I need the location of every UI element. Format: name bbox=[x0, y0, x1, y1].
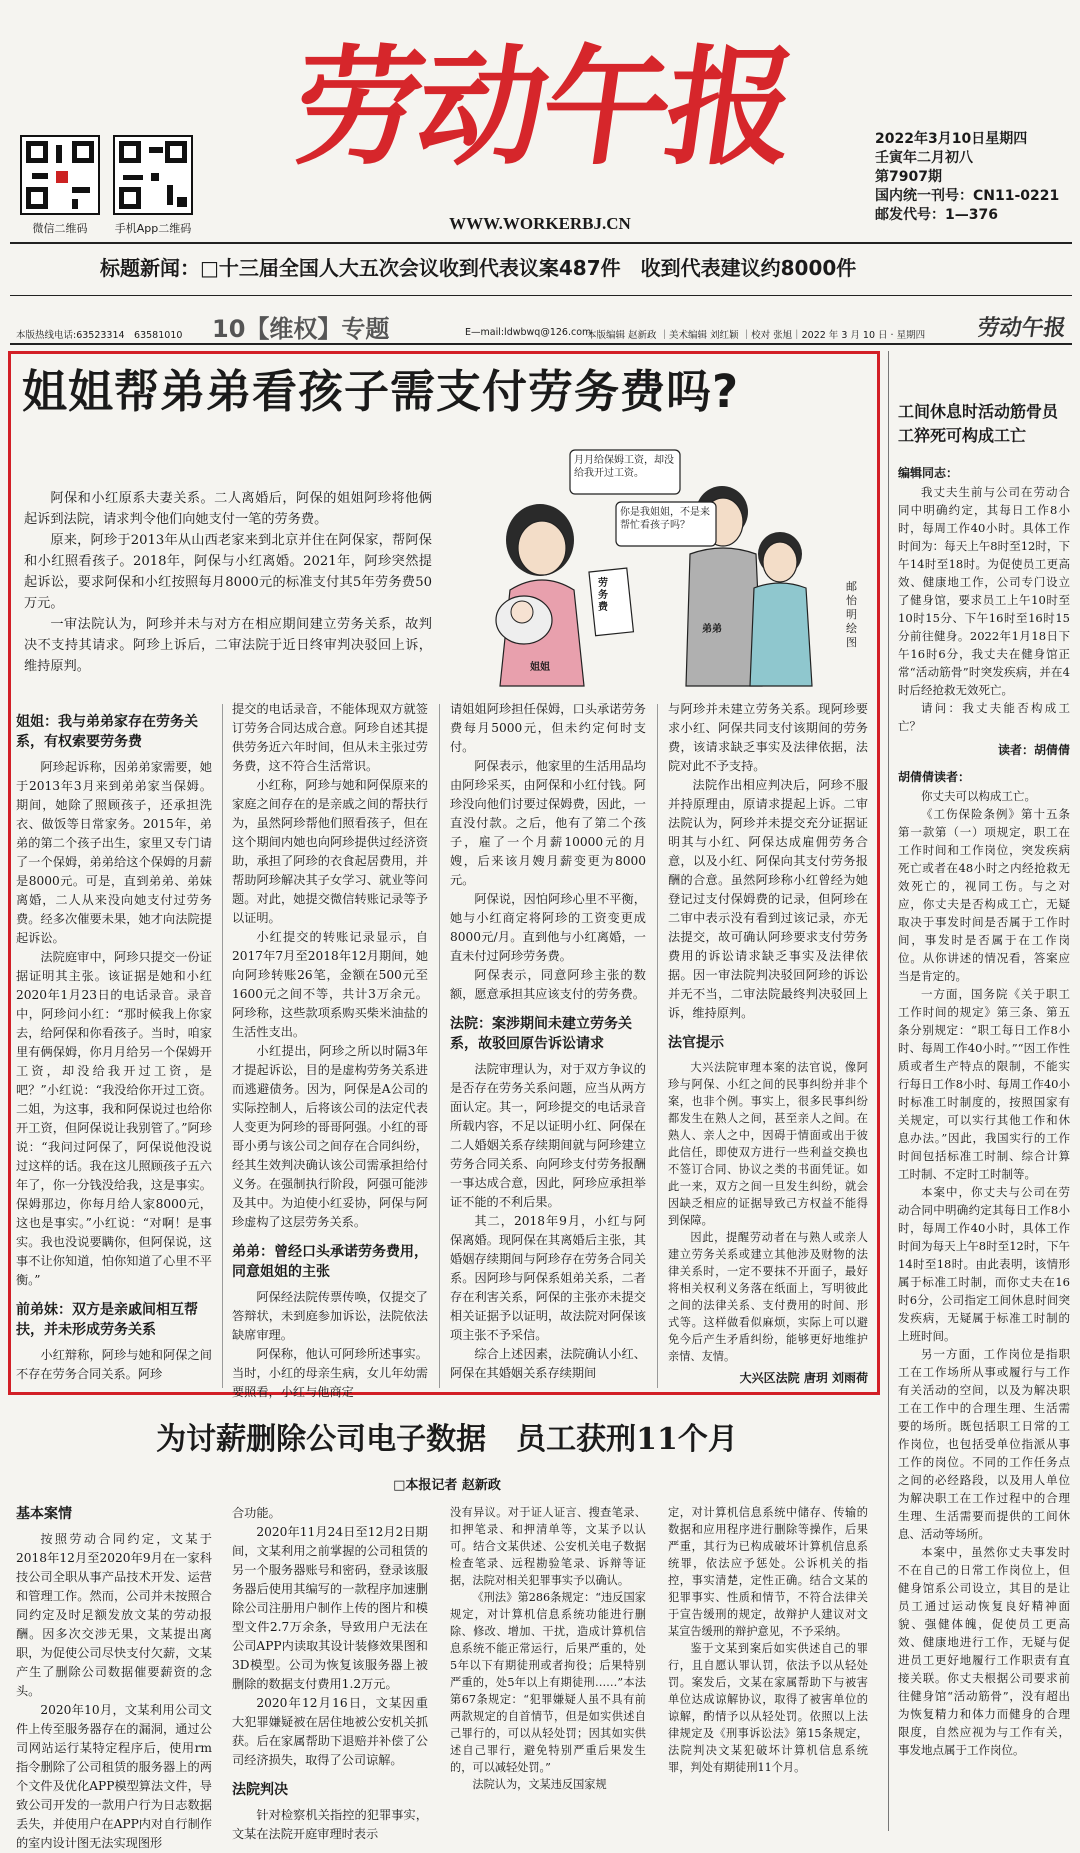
sidebar bbox=[898, 360, 1070, 1830]
masthead bbox=[0, 0, 1080, 250]
subheading-court: 法院：案涉期间未建立劳务关系，故驳回原告诉讼请求 bbox=[450, 1016, 632, 1052]
illustration-sister-label: 姐姐 bbox=[530, 662, 550, 673]
column-paragraph: 阿珍起诉称，因弟弟家需要，她于2013年3月来到弟弟家当保姆。期间，她除了照顾孩子，还承担洗衣、做饭等日常家务。2015年，弟弟的第二个孩子出生，家里又专门请了一个保姆，弟弟给这个保姆的月薪是8000元。可是，直到弟弟、弟妹离婚，二人从来没向她支付过劳务费。经多次催要未果，她才向法院提起诉讼。 bbox=[16, 760, 212, 945]
sidebar-letter: 我丈夫生前与公司在劳动合同中明确约定，其每日工作8小时，每周工作40小时。具体工作时间为：每天上午8时至12时，下午14时至18时。为促使员工更高效、健康地工作，公司专门设立了健身馆，要求员工上午10时至10时15分、下午16时至16时15分前往健身。2022年1月18日下午16时6分，我丈夫在健身馆正常“活动筋骨”时突发疾病，并在4时后经抢救无效死亡。 bbox=[898, 485, 1070, 697]
wechat-qr-code-icon bbox=[20, 135, 100, 215]
issue-post-code: 邮发代号：1—376 bbox=[875, 207, 998, 223]
page-credits: 本版编辑 赵新政 ｜美术编辑 刘红颖 ｜校对 张旭｜2022 年 3 月 10 日 · 星期四 bbox=[587, 330, 926, 341]
headline-news-label: 标题新闻： bbox=[100, 256, 200, 280]
subheading-basic-facts: 基本案情 bbox=[16, 1506, 72, 1522]
headline-news-text: □十三届全国人大五次会议收到代表议案487件 收到代表建议约8000件 bbox=[200, 256, 857, 280]
column-paragraph: 大兴法院审理本案的法官说，像阿珍与阿保、小红之间的民事纠纷并非个案，也非个例。事实上，很多民事纠纷都发生在熟人之间，甚至亲人之间。在熟人、亲人之中，因碍于情面或出于彼此信任，即使双方进行一些利益交换也不签订合同、协议之类的书面凭证。如此一来，双方之间一旦发生纠纷，就会因缺乏相应的证据导致己方权益不能得到保障。 bbox=[668, 1061, 868, 1227]
subheading-sister: 姐姐：我与弟弟家存在劳务关系，有权索要劳务费 bbox=[16, 714, 198, 750]
column-paragraph: 鉴于文某到案后如实供述自己的罪行，且自愿认罪认罚，依法予以从轻处罚。案发后，文某在家属帮助下与被害单位达成谅解协议，取得了被害单位的谅解，酌情予以从轻处罚。依照以上法律规定及《刑事诉讼法》第15条规定，法院判决文某犯破坏计算机信息系统罪，判处有期徒刑11个月。 bbox=[668, 1642, 868, 1774]
column-paragraph: 2020年11月24日至12月2日期间，文某利用之前掌握的公司租赁的另一个服务器账号和密码，登录该服务器后使用其编写的一款程序加速删除公司注册用户制作上传的图片和模型文件2.7万余条，导致用户无法在公司APP内读取其设计装修效果图和3D模型。公司为恢复该服务器上被删除的数据支付费用1.2万元。 bbox=[232, 1525, 428, 1691]
intro-paragraph: 原来，阿珍于2013年从山西老家来到北京并住在阿保家，帮阿保和小红照看孩子。2018年，阿保与小红离婚。2021年，阿珍突然提起诉讼，要求阿保和小红按照每月8000元的标准支付其5年劳务费50万元。 bbox=[24, 533, 432, 611]
app-qr-code-icon bbox=[113, 135, 193, 215]
subheading-judge-tips: 法官提示 bbox=[668, 1035, 724, 1051]
sister-brother-cartoon-icon bbox=[450, 450, 870, 690]
column-paragraph: 定，对计算机信息系统中储存、传输的数据和应用程序进行删除等操作，后果严重，其行为已构成破坏计算机信息系统罪，依法应予惩处。公诉机关的指控，事实清楚，定性正确。结合文某的犯罪事实、性质和情节，不符合法律关于宣告缓刑的规定，故辩护人建议对文某宣告缓刑的辩护意见，不予采纳。 bbox=[668, 1506, 868, 1638]
subheading-verdict: 法院判决 bbox=[232, 1782, 288, 1798]
sidebar-title: 工间休息时活动筋骨员工猝死可构成工亡 bbox=[898, 402, 1059, 445]
column-divider bbox=[439, 704, 440, 1388]
main-article-column-1 bbox=[16, 702, 212, 1388]
intro-paragraph: 阿保和小红原系夫妻关系。二人离婚后，阿保的姐姐阿珍将他俩起诉到法院，请求判令他们向她支付一笔的劳务费。 bbox=[24, 491, 432, 527]
sidebar-reply-paragraph: 一方面，国务院《关于职工工作时间的规定》第三条、第五条分别规定：“职工每日工作8小时、每周工作40小时。”“因工作性质或者生产特点的限制，不能实行每日工作8小时、每周工作40小时标准工时制度的，按照国家有关规定，可以实行其他工作和休息办法。”因此，我国实行的工作时间包括标准工时制、综合计算工时制、不定时工时制等。 bbox=[898, 987, 1070, 1181]
sidebar-reader: 读者：胡倩倩 bbox=[997, 743, 1070, 757]
second-article-column-2 bbox=[232, 1504, 428, 1841]
illustration-paper-label: 劳务费 bbox=[598, 578, 608, 613]
column-paragraph: 小红提出，阿珍之所以时隔3年才提起诉讼，目的是虚构劳务关系进而逃避债务。因为，阿保是A公司的实际控制人，后将该公司的法定代表人变更为阿珍的哥哥阿强。小红的哥哥小勇与该公司之间存在合同纠纷，经其生效判决确认该公司需承担给付义务。在强制执行阶段，阿强可能涉及其中。为迫使小红妥协，阿保与阿珍虚构了这层劳务关系。 bbox=[232, 1044, 428, 1229]
column-paragraph: 小红提交的转账记录显示，自2017年7月至2018年12月期间，她向阿珍转账26笔，金额在500元至1600元之间不等，共计3万余元。阿珍称，这些款项系购买柴米油盐的生活性支出。 bbox=[232, 930, 428, 1039]
column-paragraph: 小红辩称，阿珍与她和阿保之间不存在劳务合同关系。阿珍 bbox=[16, 1348, 212, 1381]
column-paragraph: 合功能。 bbox=[232, 1506, 281, 1520]
illustration-bubble-brother: 你是我姐姐，不是来帮忙看孩子吗？ bbox=[620, 507, 710, 531]
column-paragraph: 法院审理认为，对于双方争议的是否存在劳务关系问题，应当从两方面认定。其一，阿珍提交的电话录音所载内容，不足以证明小红、阿保在二人婚姻关系存续期间就与阿珍建立劳务合同关系、向阿珍支付劳务报酬一事达成合意，因此，阿珍应承担举证不能的不利后果。 bbox=[450, 1062, 646, 1209]
column-paragraph: 阿保表示，他家里的生活用品均由阿珍采买，由阿保和小红付钱。阿珍没向他们讨要过保姆费，因此，一直没付款。之后，他有了第二个孩子，雇了一个月薪10000元的月嫂，后来该月嫂月薪变更为8000元。 bbox=[450, 759, 646, 887]
page-mini-logo: 劳动午报 bbox=[975, 315, 1068, 341]
page-header-divider bbox=[10, 343, 1072, 345]
main-article-intro bbox=[24, 488, 432, 698]
column-paragraph: 其二，2018年9月，小红与阿保离婚。现阿保在其离婚后主张，其婚姻存续期间与阿珍存在劳务合同关系。因阿珍与阿保系姐弟关系，二者存在利害关系，阿保的主张亦未提交相关证据予以证明，故法院对阿保该项主张不予采信。 bbox=[450, 1214, 646, 1342]
wechat-qr-label: 微信二维码 bbox=[32, 222, 88, 235]
column-paragraph: 法院庭审中，阿珍只提交一份证据证明其主张。该证据是她和小红2020年1月23日的电话录音。录音中，阿珍问小红：“那时候我上你家去，给阿保和你看孩子。当时，咱家里有俩保姆，你月月给另一个保姆开工资，却没给我开过工资，是吧？”小红说：“我没给你开过工资。二姐，为这事，我和阿保说过也给你开工资，但阿保说让我别管了。”阿珍说：“我问过阿保了，阿保说他没说过这样的话。我在这儿照顾孩子五六年了，你一分钱没给我，这是事实。保姆那边，你每月给人家8000元，这也是事实。”小红说：“对啊！是事实。我也没说要瞒你，但阿保说，这事不让你知道，怕你知道了心里不平衡。” bbox=[16, 950, 212, 1287]
intro-paragraph: 一审法院认为，阿珍并未与对方在相应期间建立劳务关系，故判决不支持其请求。阿珍上诉后，二审法院于近日终审判决驳回上诉，维持原判。 bbox=[24, 617, 432, 674]
illustration-brother-label: 弟弟 bbox=[702, 624, 722, 635]
column-paragraph: 请姐姐阿珍担任保姆，口头承诺劳务费每月5000元，但未约定何时支付。 bbox=[450, 702, 646, 754]
sidebar-reply-paragraph: 本案中，虽然你丈夫事发时不在自己的日常工作岗位上，但健身馆系公司设立，其目的是让员工通过运动恢复良好精神面貌、强健体魄，促使员工更高效、健康地进行工作，无疑与促进员工更好地履行工作职责有直接关联。你丈夫根据公司要求前往健身馆“活动筋骨”，没有超出为恢复精力和体力而健身的合理限度，自然应视为与工作有关，事发地点属于工作岗位。 bbox=[898, 1545, 1070, 1757]
headline-divider bbox=[10, 295, 1072, 296]
sidebar-reply-paragraph: 《工伤保险条例》第十五条第一款第（一）项规定，职工在工作时间和工作岗位，突发疾病死亡或者在48小时之内经抢救无效死亡的，视同工伤。与之对应，你丈夫是否构成工亡，无疑取决于事发时间是否属于工作时间，事发时是否属于在工作岗位。从你讲述的情况看，答案应当是肯定的。 bbox=[898, 807, 1070, 983]
main-article-column-4 bbox=[668, 700, 868, 1388]
sidebar-reply-paragraph: 你丈夫可以构成工亡。 bbox=[921, 789, 1036, 803]
sidebar-reply-paragraph: 另一方面，工作岗位是指职工在工作场所从事或履行与工作有关活动的空间，以及为解决职工在工作中的合理生理、生活需要的场所。既包括职工日常的工作岗位，也包括受单位指派从事工作的岗位。不同的工作任务点之间的必经路段，以及用人单位为解决职工在工作过程中的合理生理、生活需要而提供的工间休息、活动等场所。 bbox=[898, 1347, 1070, 1541]
illustration-credit: 邮怡明绘图 bbox=[846, 580, 857, 649]
second-article-title: 为讨薪删除公司电子数据 员工获刑11个月 bbox=[156, 1422, 738, 1457]
column-paragraph: 提交的电话录音，不能体现双方就签订劳务合同达成合意。阿珍自述其提供劳务近六年时间，但从未主张过劳务费，这不符合生活常识。 bbox=[232, 702, 428, 773]
illustration-bubble-sister: 月月给保姆工资，却没给我开过工资。 bbox=[574, 455, 674, 479]
main-article-title: 姐姐帮弟弟看孩子需支付劳务费吗? bbox=[22, 365, 740, 418]
second-article-column-1 bbox=[16, 1498, 212, 1850]
column-divider bbox=[657, 704, 658, 1388]
article-byline: 大兴区法院 唐玥 刘雨荷 bbox=[739, 1371, 868, 1385]
column-paragraph: 因此，提醒劳动者在与熟人或亲人建立劳务关系或建立其他涉及财物的法律关系时，一定不要抹不开面子，最好将相关权利义务落在纸面上，写明彼此之间的法律关系、支付费用的时间、形式等。这样做看似麻烦，实际上可以避免今后产生矛盾纠纷，能够更好地维护亲情、友情。 bbox=[668, 1231, 868, 1363]
masthead-title: 劳动午报 bbox=[284, 33, 802, 183]
main-article-column-3 bbox=[450, 700, 646, 1388]
sidebar-to-editor: 编辑同志： bbox=[898, 466, 959, 480]
page-email: E—mail:ldwbwq@126.com bbox=[465, 327, 592, 338]
column-paragraph: 综合上述因素，法院确认小红、阿保在其婚姻关系存续期间 bbox=[450, 1347, 646, 1380]
column-paragraph: 与阿珍并未建立劳务关系。现阿珍要求小红、阿保共同支付该期间的劳务费，该请求缺乏事实及法律依据，法院对此不予支持。 bbox=[668, 702, 868, 773]
app-qr-label: 手机App二维码 bbox=[114, 222, 192, 235]
page-hotline: 本版热线电话:63523314 63581010 bbox=[16, 330, 183, 341]
sidebar-reply-to: 胡倩倩读者： bbox=[898, 770, 971, 784]
column-paragraph: 法院作出相应判决后，阿珍不服并持原理由，原请求提起上诉。二审法院认为，阿珍并未提交充分证据证明其与小红、阿保达成雇佣劳务合意，以及小红、阿保向其支付劳务报酬的合意。虽然阿珍称小红曾经为她登记过支付保姆费的记录，但阿珍在二审中表示没有看到过该记录，亦无法提交，故可确认阿珍要求支付劳务费用的诉讼请求缺乏事实及法律依据。因一审法院判决驳回阿珍的诉讼并无不当，二审法院最终判决驳回上诉，维持原判。 bbox=[668, 778, 868, 1020]
headline-news bbox=[100, 253, 1060, 283]
column-paragraph: 按照劳动合同约定，文某于2018年12月至2020年9月在一家科技公司全职从事产品技术开发、运营和管理工作。然而，公司并未按照合同约定及时足额发放文某的劳动报酬。因多次交涉无果，文某提出离职，为促使公司尽快支付欠薪，文某产生了删除公司数据催要薪资的念头。 bbox=[16, 1532, 212, 1698]
second-article-byline: □本报记者 赵新政 bbox=[393, 1478, 501, 1493]
column-paragraph: 《刑法》第286条规定：“违反国家规定，对计算机信息系统功能进行删除、修改、增加、干扰，造成计算机信息系统不能正常运行，后果严重的，处5年以下有期徒刑或者拘役；后果特别严重的，处5年以上有期徒刑……”本法第67条规定：“犯罪嫌疑人虽不具有前两款规定的自首情节，但是如实供述自己罪行的，可以从轻处罚；因其如实供述自己罪行，避免特别严重后果发生的，可以减轻处罚。” bbox=[450, 1591, 646, 1774]
column-paragraph: 阿保称，他认可阿珍所述事实。当时，小红的母亲生病，女儿年幼需要照看，小红与他商定 bbox=[232, 1347, 428, 1399]
sidebar-reply-paragraph: 本案中，你丈夫与公司在劳动合同中明确约定其每日工作8小时，每周工作40小时，具体工作时间为每天上午8时至12时，下午14时至18时。由此表明，该情形属于标准工时制，而你丈夫在16时6分，公司指定工间休息时间突发疾病，无疑属于标准工时制的上班时间。 bbox=[898, 1185, 1070, 1343]
issue-cn-code: 国内统一刊号：CN11-0221 bbox=[875, 188, 1060, 204]
column-paragraph: 针对检察机关指控的犯罪事实，文某在法院开庭审理时表示 bbox=[232, 1808, 428, 1841]
issue-number: 第7907期 bbox=[875, 169, 942, 185]
page-header bbox=[0, 305, 1080, 345]
column-paragraph: 小红称，阿珍与她和阿保原来的家庭之间存在的是亲戚之间的帮扶行为，虽然阿珍帮他们照看孩子，但在这个期间内她也向阿珍提供过经济资助，承担了阿珍的衣食起居费用，并帮助阿珍解决其子女学习、就业等问题。对此，她提交微信转账记录等予以证明。 bbox=[232, 778, 428, 925]
sidebar-question: 请问：我丈夫能否构成工亡？ bbox=[898, 701, 1070, 733]
column-paragraph: 法院认为，文某违反国家规 bbox=[472, 1778, 607, 1791]
page-section-title: 10【维权】专题 bbox=[212, 315, 390, 343]
column-paragraph: 阿保说，因怕阿珍心里不平衡，她与小红商定将阿珍的工资变更成8000元/月。直到他与小红离婚，一直未付过阿珍劳务费。 bbox=[450, 892, 646, 963]
subheading-brother: 弟弟：曾经口头承诺劳务费用，同意姐姐的主张 bbox=[232, 1244, 428, 1280]
column-paragraph: 阿保经法院传票传唤，仅提交了答辩状，未到庭参加诉讼，法院依法缺席审理。 bbox=[232, 1290, 428, 1342]
issue-info bbox=[875, 130, 1075, 225]
subheading-former-sister-in-law: 前弟妹：双方是亲戚间相互帮扶，并未形成劳务关系 bbox=[16, 1302, 198, 1338]
masthead-url: WWW.WORKERBJ.CN bbox=[449, 214, 631, 233]
column-paragraph: 2020年12月16日，文某因重大犯罪嫌疑被在居住地被公安机关抓获。后在家属帮助下退赔并补偿了公司经济损失，取得了公司谅解。 bbox=[232, 1696, 428, 1767]
column-paragraph: 2020年10月，文某利用公司文件上传至服务器存在的漏洞，通过公司网站运行某特定程序后，使用rm指令删除了公司租赁的服务器上的两个文件及优化APP模型算法文件，导致公司开发的一款用户行为日志数据丢失，并使用户在APP内对自行制作的室内设计图无法实现图形 bbox=[16, 1703, 212, 1850]
column-divider bbox=[222, 704, 223, 1388]
column-paragraph: 没有异议。对于证人证言、搜查笔录、扣押笔录、和押清单等，文某予以认可。结合文某供述、公安机关电子数据检查笔录、远程勘验笔录、诉辩等证据，法院对相关犯罪事实予以确认。 bbox=[450, 1506, 646, 1587]
article-illustration bbox=[450, 450, 870, 690]
second-article-column-3 bbox=[450, 1504, 646, 1832]
issue-date: 2022年3月10日星期四 bbox=[875, 131, 1028, 147]
issue-lunar-date: 壬寅年二月初八 bbox=[875, 150, 973, 166]
second-article-column-4 bbox=[668, 1504, 868, 1832]
column-paragraph: 阿保表示，同意阿珍主张的数额，愿意承担其应该支付的劳务费。 bbox=[450, 968, 646, 1001]
masthead-divider bbox=[10, 242, 1072, 244]
main-article-column-2 bbox=[232, 700, 428, 1399]
